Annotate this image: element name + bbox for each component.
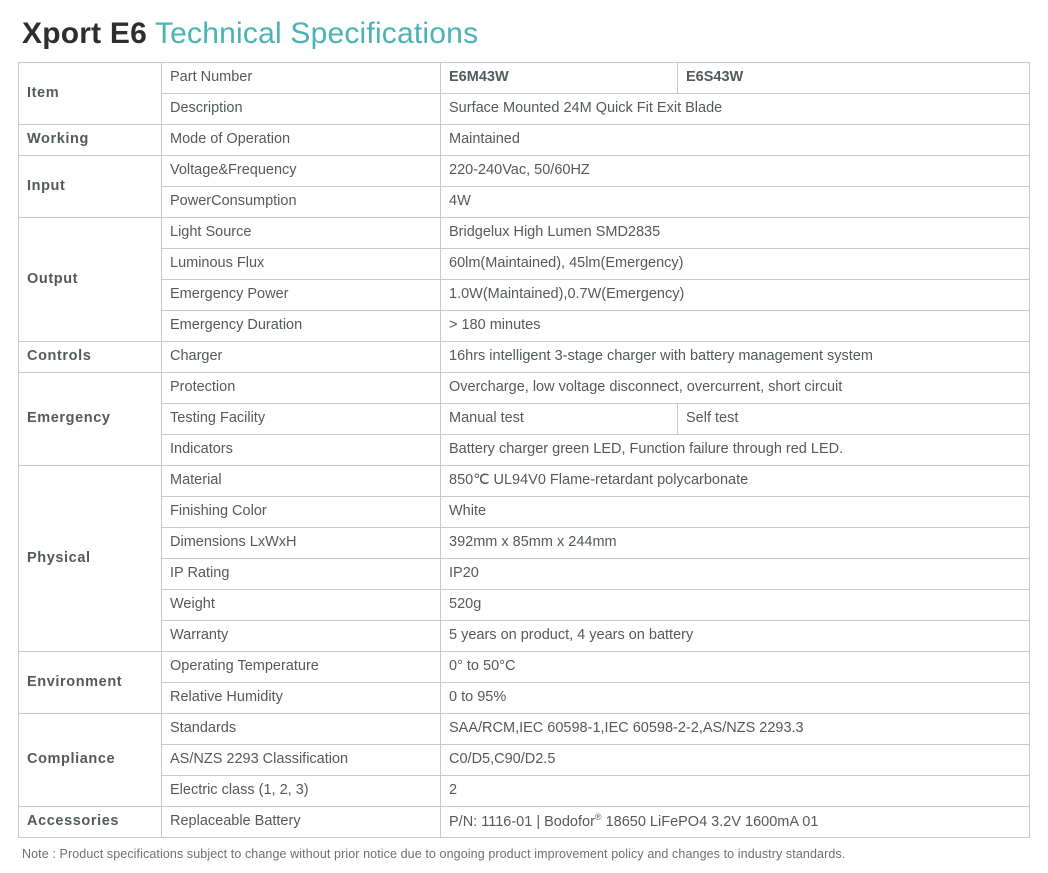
row-label: Warranty bbox=[162, 621, 441, 652]
table-row bbox=[19, 466, 1030, 497]
table-row bbox=[19, 94, 1030, 125]
row-label: Emergency Power bbox=[162, 280, 441, 311]
table-row bbox=[19, 776, 1030, 807]
group-label: Accessories bbox=[19, 807, 162, 838]
row-label: Operating Temperature bbox=[162, 652, 441, 683]
row-label: Indicators bbox=[162, 435, 441, 466]
row-value: SAA/RCM,IEC 60598-1,IEC 60598-2-2,AS/NZS 2293.3 bbox=[441, 714, 1030, 745]
row-value: Overcharge, low voltage disconnect, overcurrent, short circuit bbox=[441, 373, 1030, 404]
row-value: 60lm(Maintained), 45lm(Emergency) bbox=[441, 249, 1030, 280]
row-value: 16hrs intelligent 3-stage charger with battery management system bbox=[441, 342, 1030, 373]
row-label: Standards bbox=[162, 714, 441, 745]
row-value: White bbox=[441, 497, 1030, 528]
row-label: Protection bbox=[162, 373, 441, 404]
row-label: Testing Facility bbox=[162, 404, 441, 435]
row-value: 2 bbox=[441, 776, 1030, 807]
row-label: Relative Humidity bbox=[162, 683, 441, 714]
group-label: Environment bbox=[19, 652, 162, 714]
row-label: Weight bbox=[162, 590, 441, 621]
table-row bbox=[19, 497, 1030, 528]
row-label: Replaceable Battery bbox=[162, 807, 441, 838]
row-value: 392mm x 85mm x 244mm bbox=[441, 528, 1030, 559]
table-row bbox=[19, 280, 1030, 311]
row-value: P/N: 1116-01 | Bodofor® 18650 LiFePO4 3.2V 1600mA 01 bbox=[441, 807, 1030, 838]
row-value: IP20 bbox=[441, 559, 1030, 590]
table-row bbox=[19, 435, 1030, 466]
row-value: 0° to 50°C bbox=[441, 652, 1030, 683]
row-value: 4W bbox=[441, 187, 1030, 218]
table-row bbox=[19, 745, 1030, 776]
row-value: C0/D5,C90/D2.5 bbox=[441, 745, 1030, 776]
page-title bbox=[22, 14, 1030, 54]
row-value-primary: Manual test bbox=[441, 404, 678, 435]
group-label: Emergency bbox=[19, 373, 162, 466]
row-label: Light Source bbox=[162, 218, 441, 249]
table-row bbox=[19, 404, 1030, 435]
group-label: Compliance bbox=[19, 714, 162, 807]
specifications-table-body bbox=[19, 63, 1030, 838]
row-label: Voltage&Frequency bbox=[162, 156, 441, 187]
group-label: Input bbox=[19, 156, 162, 218]
table-row bbox=[19, 156, 1030, 187]
row-label: PowerConsumption bbox=[162, 187, 441, 218]
table-row bbox=[19, 807, 1030, 838]
row-value-secondary: E6S43W bbox=[678, 63, 1030, 94]
table-row bbox=[19, 683, 1030, 714]
row-value: > 180 minutes bbox=[441, 311, 1030, 342]
row-label: Emergency Duration bbox=[162, 311, 441, 342]
row-value: 5 years on product, 4 years on battery bbox=[441, 621, 1030, 652]
table-row bbox=[19, 342, 1030, 373]
table-row bbox=[19, 249, 1030, 280]
row-label: Charger bbox=[162, 342, 441, 373]
row-label: IP Rating bbox=[162, 559, 441, 590]
group-label: Item bbox=[19, 63, 162, 125]
table-row bbox=[19, 218, 1030, 249]
row-value: 220-240Vac, 50/60HZ bbox=[441, 156, 1030, 187]
row-value: 1.0W(Maintained),0.7W(Emergency) bbox=[441, 280, 1030, 311]
group-label: Controls bbox=[19, 342, 162, 373]
table-row bbox=[19, 311, 1030, 342]
row-value: Battery charger green LED, Function failure through red LED. bbox=[441, 435, 1030, 466]
table-row bbox=[19, 590, 1030, 621]
specifications-table bbox=[18, 62, 1030, 838]
row-label: Part Number bbox=[162, 63, 441, 94]
row-value: Bridgelux High Lumen SMD2835 bbox=[441, 218, 1030, 249]
table-row bbox=[19, 714, 1030, 745]
group-label: Working bbox=[19, 125, 162, 156]
row-value-primary: E6M43W bbox=[441, 63, 678, 94]
row-value: Maintained bbox=[441, 125, 1030, 156]
table-row bbox=[19, 187, 1030, 218]
table-row bbox=[19, 652, 1030, 683]
row-value: 850℃ UL94V0 Flame-retardant polycarbonate bbox=[441, 466, 1030, 497]
table-row bbox=[19, 125, 1030, 156]
row-value: 0 to 95% bbox=[441, 683, 1030, 714]
table-row bbox=[19, 373, 1030, 404]
row-label: Finishing Color bbox=[162, 497, 441, 528]
table-row bbox=[19, 528, 1030, 559]
row-label: AS/NZS 2293 Classification bbox=[162, 745, 441, 776]
page-title-rest: Technical Specifications bbox=[146, 17, 479, 50]
row-value: 520g bbox=[441, 590, 1030, 621]
row-label: Description bbox=[162, 94, 441, 125]
group-label: Physical bbox=[19, 466, 162, 652]
footer-note: Note : Product specifications subject to change without prior notice due to ongoing product improvement policy and changes to industry standards. bbox=[22, 847, 846, 861]
row-label: Dimensions LxWxH bbox=[162, 528, 441, 559]
group-label: Output bbox=[19, 218, 162, 342]
table-row bbox=[19, 621, 1030, 652]
row-label: Mode of Operation bbox=[162, 125, 441, 156]
page-title-brand: Xport E6 bbox=[22, 17, 147, 50]
row-label: Luminous Flux bbox=[162, 249, 441, 280]
table-row bbox=[19, 559, 1030, 590]
row-value: Surface Mounted 24M Quick Fit Exit Blade bbox=[441, 94, 1030, 125]
row-value-secondary: Self test bbox=[678, 404, 1030, 435]
row-label: Electric class (1, 2, 3) bbox=[162, 776, 441, 807]
table-row bbox=[19, 63, 1030, 94]
row-label: Material bbox=[162, 466, 441, 497]
